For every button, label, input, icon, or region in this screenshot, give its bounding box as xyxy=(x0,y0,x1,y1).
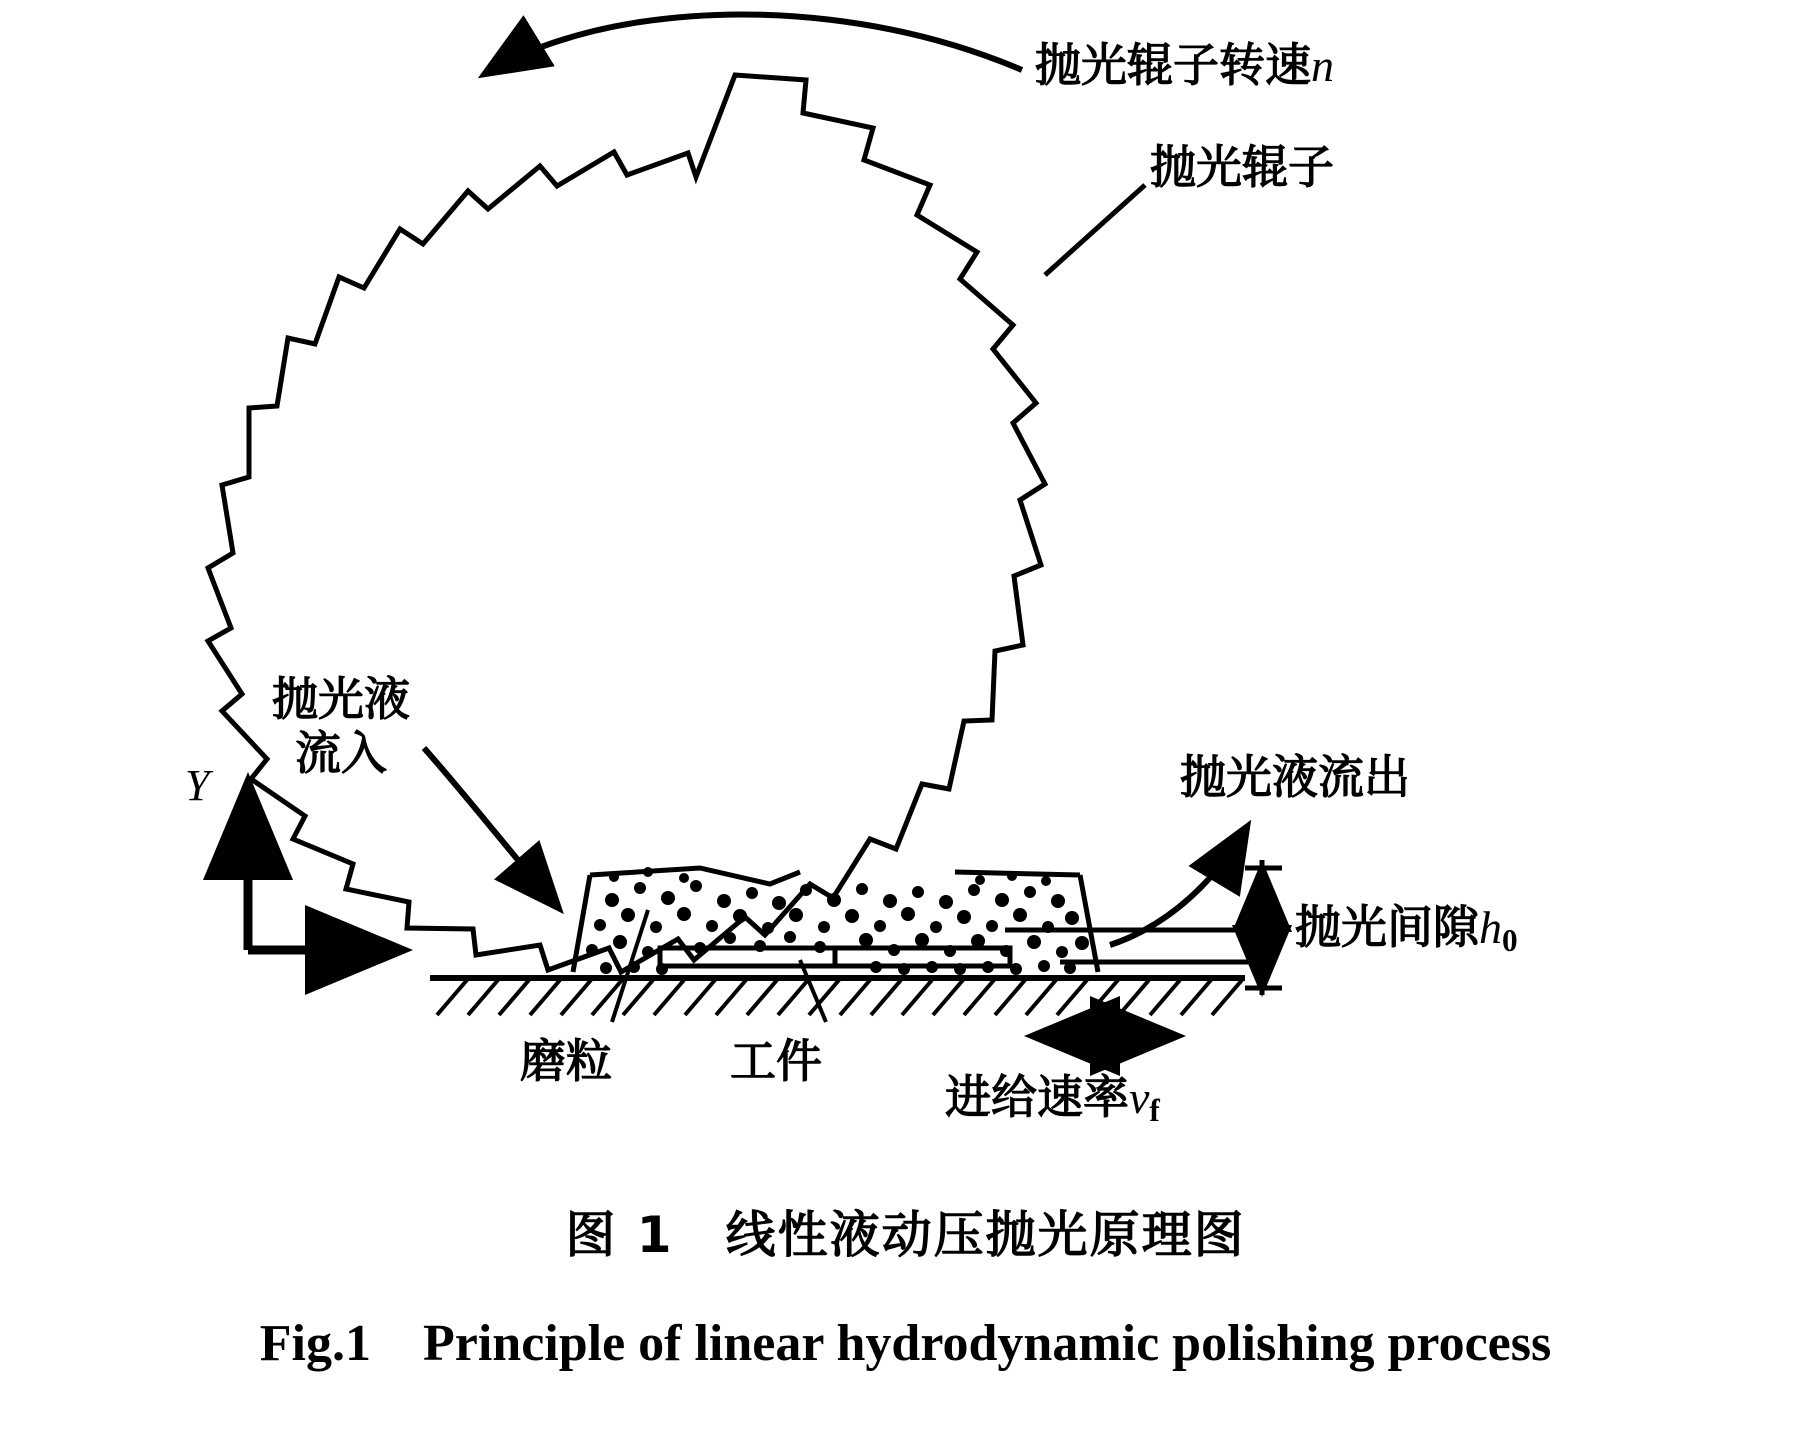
label-feed-rate-subscript: f xyxy=(1149,1092,1160,1128)
label-polishing-gap-text: 抛光间隙 xyxy=(1295,900,1479,954)
label-polishing-gap xyxy=(1295,900,1518,960)
label-feed-rate-text: 进给速率 xyxy=(945,1070,1129,1124)
label-abrasive-text: 磨粒 xyxy=(520,1034,612,1088)
ground-line xyxy=(430,978,1245,1015)
workpiece xyxy=(660,948,1010,966)
label-feed-rate-symbol: v xyxy=(1129,1072,1150,1123)
label-slurry-inflow-line1: 抛光液 xyxy=(272,672,410,726)
polishing-roller-leader xyxy=(1045,185,1145,275)
label-axis-y: Y xyxy=(185,761,210,810)
label-slurry-outflow xyxy=(1180,750,1410,804)
figure-caption-english: Fig.1 Principle of linear hydrodynamic polishing process xyxy=(259,1315,1552,1372)
label-polishing-gap-subscript: 0 xyxy=(1502,922,1518,958)
polishing-roller-body xyxy=(208,75,1045,972)
label-polishing-gap-symbol: h xyxy=(1479,902,1502,953)
label-abrasive xyxy=(520,1034,612,1088)
label-polishing-roller-text: 抛光辊子 xyxy=(1150,140,1334,194)
label-rotation-speed-text: 抛光辊子转速 xyxy=(1035,38,1311,92)
label-rotation-speed-symbol: n xyxy=(1311,40,1334,91)
label-feed-rate xyxy=(945,1070,1160,1130)
label-workpiece-text: 工件 xyxy=(730,1034,822,1088)
label-axis-x: X xyxy=(345,926,372,975)
label-slurry-inflow xyxy=(272,672,410,781)
rotation-arrow xyxy=(488,15,1022,72)
label-slurry-outflow-text: 抛光液流出 xyxy=(1180,750,1410,804)
label-rotation-speed xyxy=(1035,38,1334,93)
label-polishing-roller xyxy=(1150,140,1334,194)
figure-caption-chinese: 图 1 线性液动压抛光原理图 xyxy=(565,1206,1246,1264)
label-slurry-inflow-line2: 流入 xyxy=(295,726,387,781)
label-workpiece xyxy=(730,1034,822,1088)
